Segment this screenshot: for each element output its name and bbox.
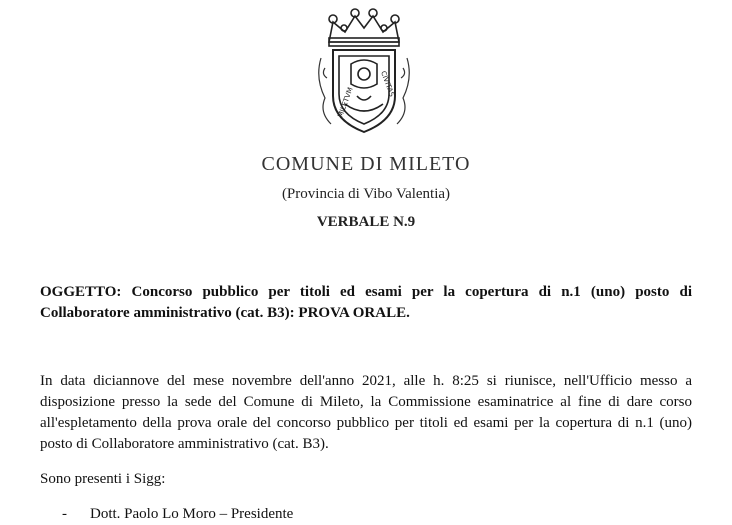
svg-text:CIVITAS: CIVITAS [379, 69, 396, 98]
body-paragraph: In data diciannove del mese novembre dell'anno 2021, alle h. 8:25 si riunisce, nell'Ufficio messo a disposizione presso la sede del Comune di Mileto, la Commissione esaminatrice al fine di dare corso all'espletamento della prova orale del concorso pubblico per titoli ed esami per la copertura di n.1 (uno) posto di Collaboratore amministrativo (cat. B3). [40, 373, 692, 452]
document-title: COMUNE DI MILETO [261, 153, 471, 175]
subject-line-2: Collaboratore amministrativo (cat. B3): PROVA ORALE. [40, 305, 410, 321]
subject-heading [40, 282, 692, 324]
svg-text:MILETVM: MILETVM [336, 86, 355, 119]
present-intro: Sono presenti i Sigg: [40, 471, 166, 487]
verbale-number: VERBALE N.9 [316, 214, 416, 230]
list-bullet: - [62, 506, 67, 522]
member-name: Dott. Paolo Lo Moro – Presidente [90, 506, 294, 522]
list-item [62, 506, 293, 523]
province-subtitle: (Provincia di Vibo Valentia) [281, 186, 451, 202]
subject-line-1: OGGETTO: Concorso pubblico per titoli ed esami per la copertura di n.1 (uno) posto di [40, 284, 692, 300]
municipal-crest-icon [315, 8, 413, 140]
